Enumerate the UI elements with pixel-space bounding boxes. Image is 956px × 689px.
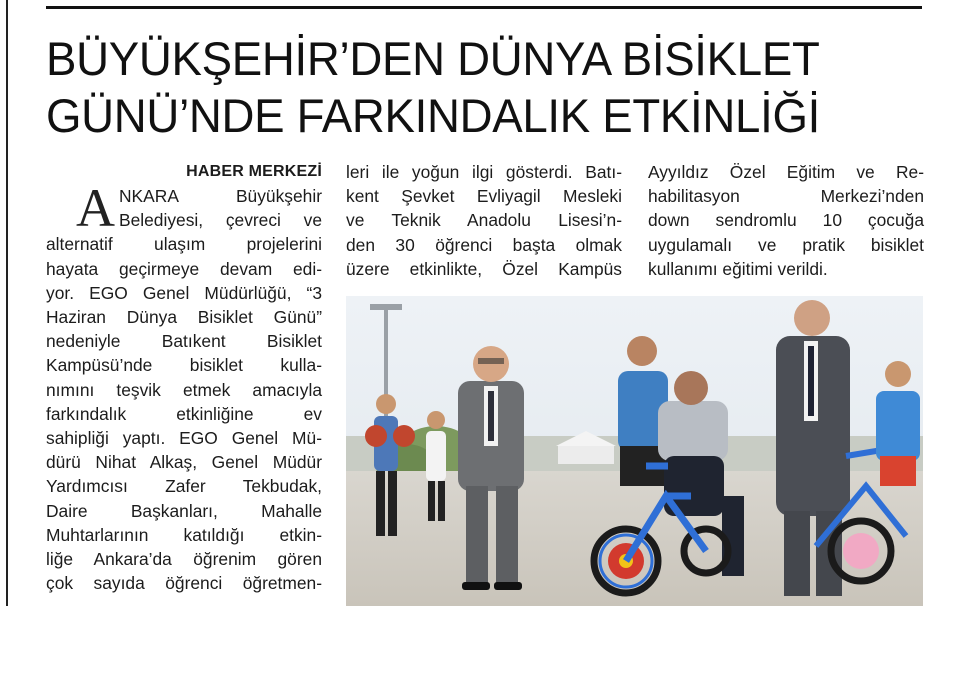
text-line: yor. EGO Genel Müdürlüğü, “3 — [46, 282, 322, 303]
headline-line-1: BÜYÜKŞEHİR’DEN DÜNYA BİSİKLET — [46, 32, 820, 85]
text-line: NKARA Büyükşehir — [119, 186, 322, 206]
text-line: den 30 öğrenci başta olmak — [346, 234, 622, 255]
top-rule — [46, 6, 922, 9]
text-line: Muhtarlarının katıldığı etkin- — [46, 524, 322, 545]
text-line: kent Şevket Evliyagil Mesleki — [346, 186, 622, 207]
text-line: Yardımcısı Zafer Tekbudak, — [46, 476, 322, 497]
article-headline — [46, 30, 900, 144]
text-line: Kampüsü’nde bisiklet kulla- — [46, 355, 322, 376]
text-line: alternatif ulaşım projelerini — [46, 234, 322, 255]
dropcap-letter: A — [76, 178, 115, 238]
article-column-3 — [648, 160, 924, 281]
text-line: Ayyıldız Özel Eğitim ve Re- — [648, 162, 924, 182]
text-line: ve Teknik Anadolu Lisesi’n- — [346, 210, 622, 231]
text-line: çok sayıda öğrenci öğretmen- — [46, 573, 322, 594]
text-line: habilitasyon Merkezi’nden — [648, 186, 924, 207]
text-line: Haziran Dünya Bisiklet Günü” — [46, 307, 322, 328]
text-line: hayata geçirmeye devam edi- — [46, 258, 322, 279]
column-divider-rule — [6, 0, 8, 606]
text-line: farkındalık etkinliğine ev — [46, 403, 322, 424]
text-line: dürü Nihat Alkaş, Genel Müdür — [46, 452, 322, 473]
text-line: leri ile yoğun ilgi gösterdi. Batı- — [346, 162, 622, 182]
byline: HABER MERKEZİ — [186, 163, 322, 180]
article-photo — [346, 296, 923, 606]
text-line: nımını teşvik etmek amacıyla — [46, 379, 322, 400]
text-line: Belediyesi, çevreci ve — [119, 210, 322, 231]
text-line: kullanımı eğitimi verildi. — [648, 258, 828, 279]
dropcap-paragraph-start — [46, 178, 322, 238]
headline-line-2: GÜNÜ’NDE FARKINDALIK ETKİNLİĞİ — [46, 89, 821, 142]
text-line: Daire Başkanları, Mahalle — [46, 500, 322, 521]
text-line: liğe Ankara’da öğrenim gören — [46, 549, 322, 570]
text-line: uygulamalı ve pratik bisiklet — [648, 234, 924, 255]
photo-illustration — [346, 296, 923, 606]
text-line: sahipliği yaptı. EGO Genel Mü- — [46, 428, 322, 449]
article-column-2 — [346, 160, 622, 281]
article-column-1 — [46, 160, 322, 595]
text-line: üzere etkinlikte, Özel Kampüs — [346, 258, 622, 279]
text-line: down sendromlu 10 çocuğa — [648, 210, 924, 231]
text-line: nedeniyle Batıkent Bisiklet — [46, 331, 322, 352]
